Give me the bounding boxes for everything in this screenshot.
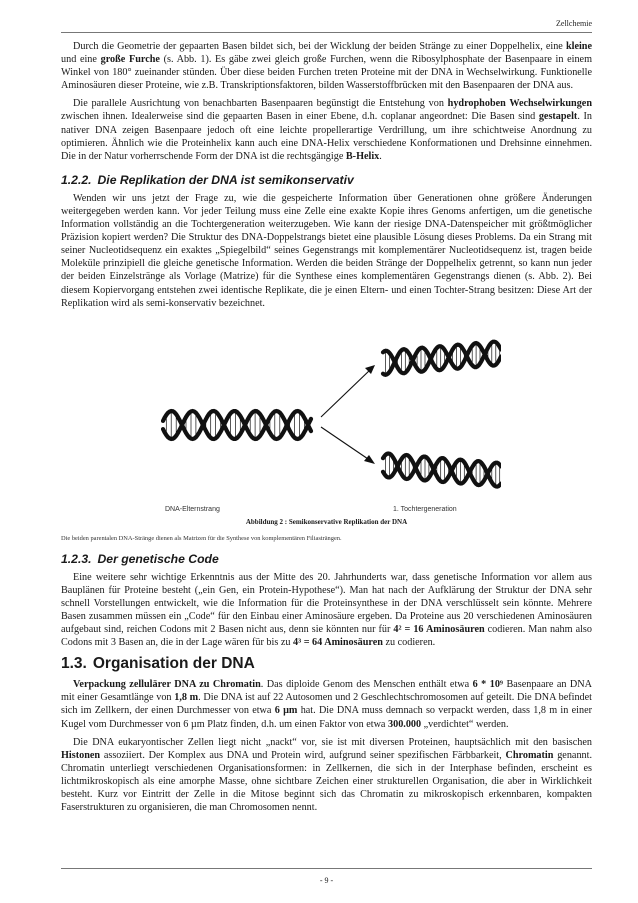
paragraph-basenstapelung: Die parallele Ausrichtung von benachbarten Basenpaaren begünstigt die Entstehung von hydrophoben Wechselwirkungen zwischen ihnen. Idealerweise sind die gepaarten Basen in einer Ebene, d.h. coplanar angeordnet: Die Basen sind gestapelt. In nativer DNA zeigen Basenpaare jedoch oft eine leichte propellerartige Verdrillung, um ihre schichtweise Anordnung zu optimieren. Ähnlich wie die Proteinhelix kann auch eine DNA-Helix verschiedene Konformationen und Drehsinne einnehmen. Die in der Natur vorherrschende Form der DNA ist die rechtsgängige B-Helix. xyxy=(61,98,592,162)
page-number: - 9 - xyxy=(319,876,334,885)
daughter-helix-top xyxy=(383,341,501,374)
paragraph-replikation: Wenden wir uns jetzt der Frage zu, wie die gespeicherte Information über Generationen ohne größere Änderungen weitergegeben werden kann. Vor jeder Teilung muss eine Zelle eine exakte Kopie ihres Genoms anfertigen, um die genetische Information vollständig an die Tochtergeneration weiterzugeben. Wie kann der riesige DNA-Datenspeicher mit größtmöglicher Präzision kopiert werden? Die Struktur des DNA-Doppelstrangs bietet eine plausible Lösung dieses Problems. Da ein Strang mit seiner Nucleotidsequenz ein exaktes „Spiegelbild“ seines Gegenstrangs mit komplementärer Nucleotidsequenz ist, tragen beide Moleküle prinzipiell die gleiche genetische Information. Werden die beiden Stränge der Doppelhelix getrennt, so kann nun jeder der beiden Einzelstränge als Vorlage (Matrize) für die Synthese eines komplementären Gegenstrangs dienen (s. Abb. 2). Bei diesem Kopiervorgang entstehen zwei identische Replikate, die je einen Eltern- und einen Tochter-Strang besitzen: Diese Art der Replikation wird als semi-konservativ bezeichnet. xyxy=(61,192,592,309)
parent-strand-label: DNA-Elternstrang xyxy=(165,505,220,513)
arrow-down-head xyxy=(364,455,375,464)
figure-caption: Abbildung 2 : Semikonservative Replikation der DNA xyxy=(245,517,408,526)
page xyxy=(61,0,592,903)
paragraph-furchen: Durch die Geometrie der gepaarten Basen bildet sich, bei der Wicklung der beiden Stränge zu einer Doppelhelix, eine kleine und eine große Furche (s. Abb. 1). Es gäbe zwei gleich große Furchen, wenn die Ribosylphosphate der Basenpaare in einem Winkel von 180° zueinander stünden. Über diese beiden Furchen treten Proteine mit der DNA in Wechselwirkung. Funktionelle Aminosäuren dieser Proteine, wie z.B. Transkriptionsfaktoren, bilden Wasserstoffbrücken mit den Basenpaaren der DNA aus. xyxy=(61,41,593,92)
arrow-up-line xyxy=(321,369,371,417)
arrow-down-line xyxy=(321,427,371,461)
paragraph-verpackung: Verpackung zellulärer DNA zu Chromatin. Das diploide Genom des Menschen enthält etwa 6 * 10⁹ Basenpaare an DNA mit einer Gesamtlänge von 1,8 m. Die DNA ist auf 22 Autosomen und 2 Geschlechtschromosomen auf geteilt. Die DNA befindet sich im Zellkern, der einen Durchmesser von etwa 6 µm hat. Die DNA muss demnach so verpackt werden, dass 1,8 m in einer Kugel vom Durchmesser von 6 µm Platz finden, d.h. um einen Faktor von etwa 300.000 „verdichtet“ werden. xyxy=(61,679,592,730)
heading-replikation: 1.2.2. Die Replikation der DNA ist semikonservativ xyxy=(61,172,354,187)
daughter-generation-label: 1. Tochtergeneration xyxy=(393,505,457,513)
paragraph-genetischer-code: Eine weitere sehr wichtige Erkenntnis aus der Mitte des 20. Jahrhunderts war, dass genetische Information vor allem aus Bauplänen für Proteine besteht („ein Gen, ein Protein-Hypothese“). Man hat nach der Aufklärung der Struktur der DNA sehr schnell Vorstellungen entwickelt, wie die Information für die Proteinsynthese in der DNA verschlüsselt sein könnte. Mehrere Basen zusammen müssen ein „Code“ für den Einbau einer Aminosäure ergeben. Da Proteine aus 20 verschiedenen Aminosäuren aufgebaut sind, reichen Codons mit 2 Basen nicht aus, denn sie könnten nur für 4² = 16 Aminosäuren codieren. Man nahm also Codons mit 3 Basen an, die in der Lage wären für bis zu 4³ = 64 Aminosäuren zu codieren. xyxy=(61,571,592,649)
figure-note: Die beiden parentalen DNA-Stränge dienen als Matrizen für die Synthese von komplementären Filiasträngen. xyxy=(61,534,342,542)
running-header: Zellchemie xyxy=(556,19,592,28)
daughter-helix-bottom xyxy=(383,453,501,486)
paragraph-chromatin: Die DNA eukaryontischer Zellen liegt nicht „nackt“ vor, sie ist mit diversen Proteinen, hauptsächlich mit den basischen Histonen assoziiert. Der Komplex aus DNA und Protein wird, aufgrund seiner spezifischen Färbbarkeit, Chromatin genannt. Chromatin unterliegt verschiedenen Organisationsformen: in Zellkernen, die sich in der Interphase befinden, erscheint es lichtmikroskopisch als eine amorphe Masse, ohne sichtbare Zeichen einer strukturellen Organisation, die aber in Wirklichkeit besteht. Kurz vor Eintritt der Zelle in die Mitose beginnt sich das Chromatin zu mikroskopisch erkennbaren, kompakten Faserstrukturen zu organisieren, die man Chromosomen nennt. xyxy=(61,736,593,814)
heading-organisation: 1.3. Organisation der DNA xyxy=(61,655,255,673)
footer-rule xyxy=(61,868,592,869)
replication-diagram xyxy=(161,315,501,515)
figure-replication xyxy=(61,315,592,531)
header-rule xyxy=(61,32,592,33)
heading-genetischer-code: 1.2.3. Der genetische Code xyxy=(61,551,219,566)
parent-helix xyxy=(163,411,311,439)
page-content xyxy=(61,40,592,819)
